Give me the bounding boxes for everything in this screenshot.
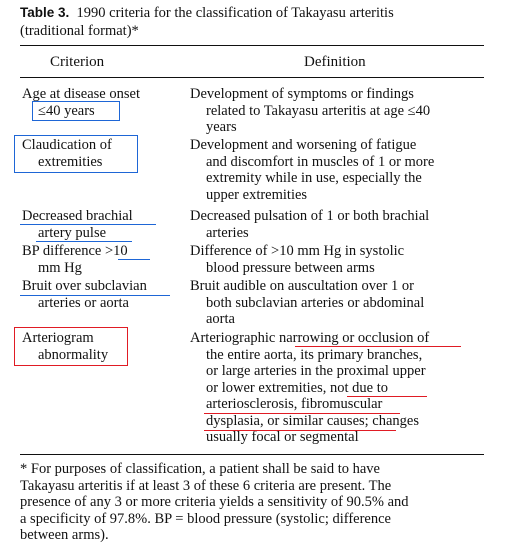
definition-bruit: Bruit audible on auscultation over 1 or both subclavian arteries or abdominal aorta [190,278,425,327]
caption-title-continued: (traditional format)* [20,23,139,39]
criterion-bruit: Bruit over subclavian arteries or aorta [22,278,147,311]
blue-underline-bp-threshold [118,259,150,260]
table-caption [20,4,490,40]
caption-title: 1990 criteria for the classification of Takayasu arteritis [76,5,394,21]
criterion-arteriogram: Arteriogram abnormality [22,330,109,363]
red-underline-not-due [347,396,427,397]
criterion-brachial-pulse: Decreased brachial artery pulse [22,208,133,241]
definition-bp-difference: Difference of >10 mm Hg in systolic blood pressure between arms [190,243,405,276]
table-footnote: * For purposes of classification, a patient shall be said to have Takayasu arteritis if at least 3 of these 6 criteria are present. The presence of any 3 or more criteria yields a sensitivity of 90.5% and a specificity of 97.8%. BP = blood pressure (systolic; difference between arms). [20,461,409,543]
criterion-age: Age at disease onset ≤40 years [22,86,140,119]
blue-underline-artery-pulse [36,241,132,242]
bottom-rule [20,454,484,455]
criterion-claudication: Claudication of extremities [22,137,112,170]
blue-underline-brachial [20,224,156,225]
red-underline-arteriosclerosis [204,413,400,414]
red-underline-dysplasia [204,430,396,431]
header-rule [20,77,484,78]
definition-brachial-pulse: Decreased pulsation of 1 or both brachial arteries [190,208,430,241]
header-definition: Definition [304,54,366,70]
red-annotation-box-arteriogram [14,327,128,366]
caption-label: Table 3. [20,5,70,20]
red-underline-narrowing [295,346,461,347]
definition-age: Development of symptoms or findings related to Takayasu arteritis at age ≤40 years [190,86,431,135]
criterion-bp-difference: BP difference >10 mm Hg [22,243,128,276]
blue-annotation-box-age [32,101,120,121]
header-criterion: Criterion [50,54,105,70]
definition-claudication: Development and worsening of fatigue and discomfort in muscles of 1 or more extremity while in use, especially the upper extremities [190,137,435,203]
blue-annotation-box-claudication [14,135,138,173]
blue-underline-bruit [20,295,170,296]
top-rule [20,45,484,46]
definition-arteriogram: Arteriographic narrowing or occlusion of the entire aorta, its primary branches, or large arteries in the proximal upper or lower extremities, not due to arteriosclerosis, fibromuscular dysplasia, or similar causes; changes usually focal or segmental [190,330,430,445]
